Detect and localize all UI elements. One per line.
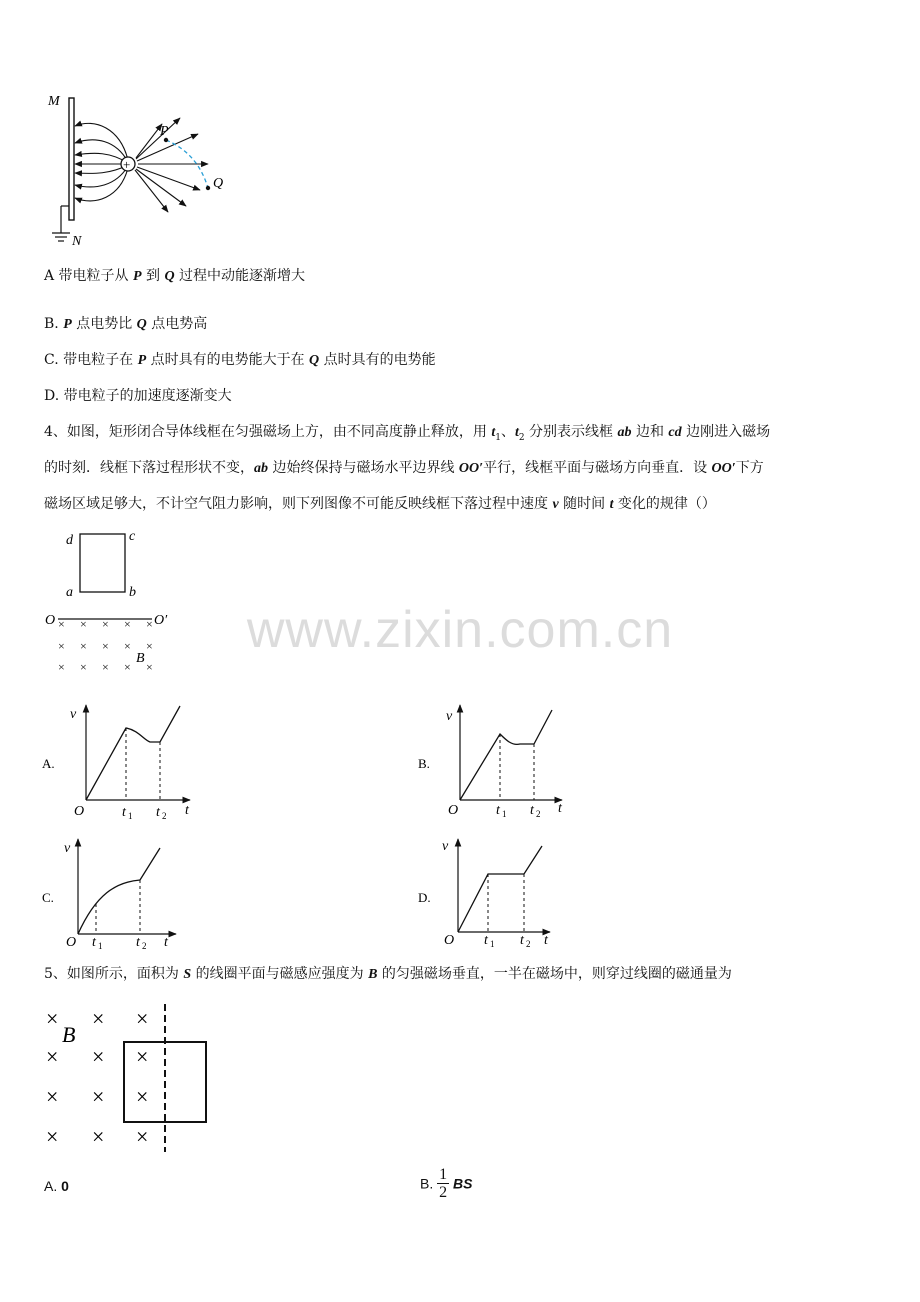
q3-option-d[interactable]: D. 带电粒子的加速度逐渐变大	[44, 388, 232, 404]
svg-text:1: 1	[98, 941, 103, 951]
svg-text:×: ×	[92, 1044, 105, 1069]
q5-option-a[interactable]: A. 0	[44, 1178, 69, 1194]
svg-text:×: ×	[136, 1044, 149, 1069]
metal-plate	[69, 98, 74, 220]
svg-text:O: O	[444, 933, 455, 948]
loop-field-figure	[40, 524, 190, 676]
q4-stem-line3: 磁场区域足够大，不计空气阻力影响，则下列图像不可能反映线框下落过程中速度 v 随时间 t 变化的规律（）	[44, 496, 716, 512]
svg-text:×: ×	[146, 639, 153, 653]
label-P: P	[160, 124, 169, 139]
q5-option-b[interactable]: B. $\frac{1}{2}$ BS	[420, 1166, 473, 1201]
field-lines-left	[75, 123, 131, 201]
svg-text:2: 2	[526, 939, 531, 949]
svg-text:O: O	[74, 804, 85, 819]
svg-text:1: 1	[502, 809, 507, 819]
svg-text:×: ×	[80, 639, 87, 653]
svg-text:B.: B.	[418, 756, 430, 771]
svg-text:O: O	[448, 803, 459, 818]
svg-text:A.: A.	[42, 756, 55, 771]
svg-text:×: ×	[124, 639, 131, 653]
svg-text:×: ×	[136, 1124, 149, 1149]
svg-text:×: ×	[58, 660, 65, 674]
svg-text:×: ×	[46, 1124, 59, 1149]
svg-text:×: ×	[136, 1006, 149, 1031]
q3-option-c[interactable]: C. 带电粒子在 P 点时具有的电势能大于在 Q 点时具有的电势能	[44, 352, 436, 368]
svg-text:c: c	[129, 529, 136, 544]
q3-option-a[interactable]: A 带电粒子从 P 到 Q 过程中动能逐渐增大	[44, 268, 306, 284]
svg-text:×: ×	[92, 1084, 105, 1109]
svg-text:v: v	[64, 841, 71, 856]
svg-text:t: t	[484, 933, 488, 948]
svg-text:b: b	[129, 585, 136, 600]
svg-text:t: t	[156, 805, 160, 820]
svg-text:×: ×	[124, 660, 131, 674]
label-Q: Q	[213, 176, 224, 191]
svg-text:t: t	[544, 933, 548, 948]
field-lines-right	[135, 118, 208, 212]
svg-text:O′: O′	[154, 613, 168, 628]
svg-text:a: a	[66, 585, 73, 600]
svg-text:1: 1	[490, 939, 495, 949]
svg-text:d: d	[66, 533, 73, 548]
svg-text:×: ×	[58, 639, 65, 653]
watermark: www.zixin.com.cn	[246, 601, 674, 659]
svg-text:×: ×	[136, 1084, 149, 1109]
svg-text:v: v	[446, 709, 453, 724]
svg-text:v: v	[442, 839, 449, 854]
svg-text:×: ×	[102, 617, 109, 631]
svg-text:t: t	[92, 935, 96, 950]
point-Q	[206, 186, 210, 190]
graph-a[interactable]	[40, 700, 200, 822]
svg-text:t: t	[558, 801, 562, 816]
svg-text:×: ×	[46, 1084, 59, 1109]
svg-text:O: O	[45, 613, 56, 628]
graph-c[interactable]	[40, 834, 200, 952]
svg-text:t: t	[136, 935, 140, 950]
svg-text:D.: D.	[418, 890, 431, 905]
svg-text:×: ×	[58, 617, 65, 631]
svg-text:t: t	[164, 935, 168, 950]
svg-text:C.: C.	[42, 890, 54, 905]
svg-text:×: ×	[102, 660, 109, 674]
graph-b[interactable]	[416, 700, 586, 822]
svg-text:t: t	[496, 803, 500, 818]
svg-text:×: ×	[124, 617, 131, 631]
q4-stem-line1: 4、如图，矩形闭合导体线框在匀强磁场上方，由不同高度静止释放，用 $t_1$、$t_2$ 分别表示线框 ab 边和 cd 边刚进入磁场	[44, 424, 771, 443]
svg-text:2: 2	[162, 811, 167, 821]
svg-text:O: O	[66, 935, 77, 950]
q3-option-b[interactable]: B. P 点电势比 Q 点电势高	[44, 316, 208, 332]
q4-stem-line2: 的时刻．线框下落过程形状不变，ab 边始终保持与磁场水平边界线 OO′平行，线框平面与磁场方向垂直．设 OO′下方	[44, 460, 764, 476]
svg-text:×: ×	[80, 617, 87, 631]
svg-text:×: ×	[146, 660, 153, 674]
svg-text:2: 2	[536, 809, 541, 819]
svg-text:×: ×	[146, 617, 153, 631]
svg-text:t: t	[530, 803, 534, 818]
svg-text:1: 1	[128, 811, 133, 821]
svg-text:×: ×	[46, 1044, 59, 1069]
coil-field-figure	[40, 1002, 220, 1154]
svg-text:t: t	[185, 803, 189, 818]
svg-text:B: B	[136, 651, 145, 666]
svg-text:t: t	[122, 805, 126, 820]
rectangular-loop	[80, 534, 125, 592]
svg-text:B: B	[62, 1022, 76, 1047]
electric-field-figure	[40, 88, 240, 248]
svg-text:×: ×	[92, 1124, 105, 1149]
svg-text:×: ×	[102, 639, 109, 653]
svg-text:+: +	[123, 157, 131, 172]
svg-text:t: t	[520, 933, 524, 948]
graph-d[interactable]	[416, 834, 576, 952]
svg-text:2: 2	[142, 941, 147, 951]
svg-text:×: ×	[80, 660, 87, 674]
svg-text:v: v	[70, 707, 77, 722]
svg-text:×: ×	[92, 1006, 105, 1031]
svg-text:×: ×	[46, 1006, 59, 1031]
q5-stem: 5、如图所示，面积为 S 的线圈平面与磁感应强度为 B 的匀强磁场垂直，一半在磁场中，则穿过线圈的磁通量为	[44, 966, 732, 982]
label-M: M	[48, 94, 60, 109]
label-N: N	[72, 234, 82, 248]
